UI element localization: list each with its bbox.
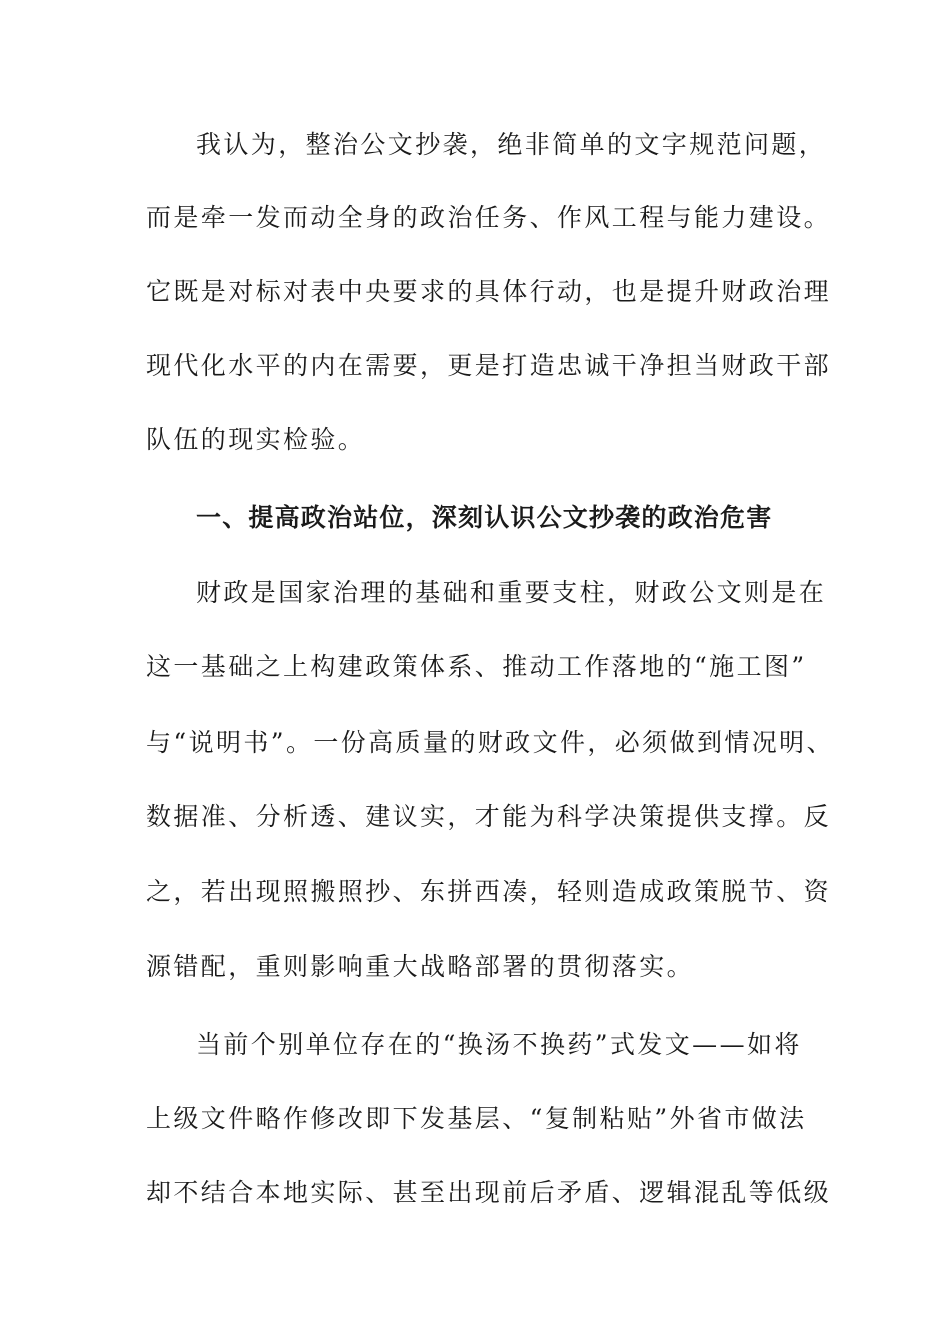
intro-line-2: 而是牵一发而动全身的政治任务、作风工程与能力建设。 (146, 203, 832, 232)
intro-line-3: 它既是对标对表中央要求的具体行动，也是提升财政治理 (146, 277, 832, 306)
para2-line-3: 与“说明书”。一份高质量的财政文件，必须做到情况明、 (146, 728, 834, 757)
para2-line-2: 这一基础之上构建政策体系、推动工作落地的“施工图” (146, 652, 807, 681)
para2-line-1: 财政是国家治理的基础和重要支柱，财政公文则是在 (196, 578, 827, 607)
intro-line-1: 我认为，整治公文抄袭，绝非简单的文字规范问题， (196, 130, 827, 159)
section-heading-1: 一、提高政治站位，深刻认识公文抄袭的政治危害 (196, 503, 773, 532)
intro-line-4: 现代化水平的内在需要，更是打造忠诚干净担当财政干部 (146, 351, 832, 380)
para3-line-1: 当前个别单位存在的“换汤不换药”式发文——如将 (196, 1030, 802, 1059)
para2-line-5: 之，若出现照搬照抄、东拼西凑，轻则造成政策脱节、资 (146, 877, 832, 906)
para2-line-6: 源错配，重则影响重大战略部署的贯彻落实。 (146, 952, 695, 981)
para2-line-4: 数据准、分析透、建议实，才能为科学决策提供支撑。反 (146, 802, 832, 831)
para3-line-3: 却不结合本地实际、甚至出现前后矛盾、逻辑混乱等低级 (146, 1178, 832, 1207)
intro-line-5: 队伍的现实检验。 (146, 425, 366, 454)
para3-line-2: 上级文件略作修改即下发基层、“复制粘贴”外省市做法 (146, 1104, 807, 1133)
